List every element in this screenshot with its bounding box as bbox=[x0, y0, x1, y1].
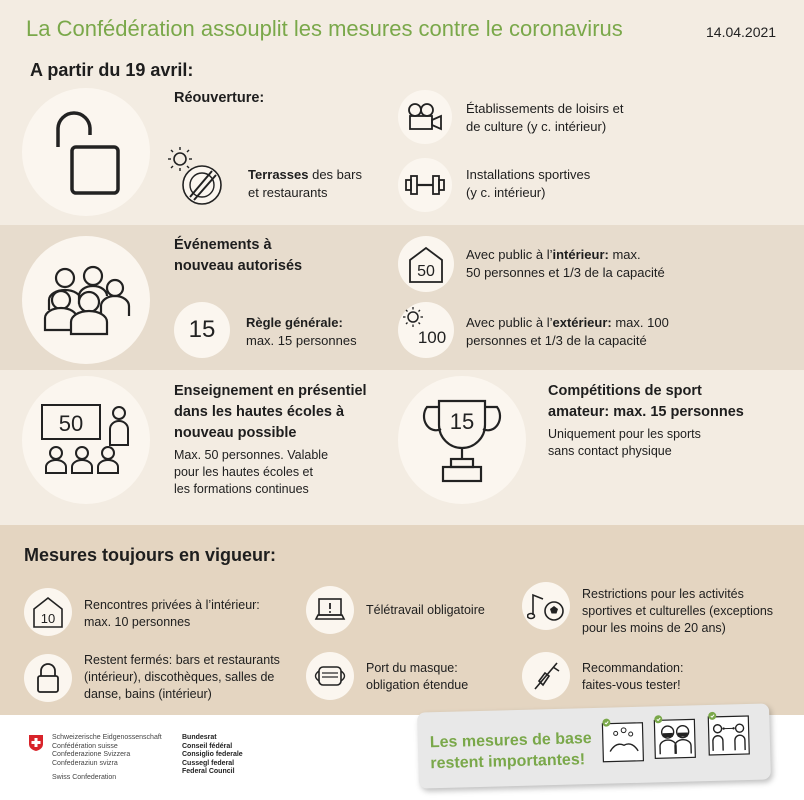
closed-circle bbox=[24, 654, 72, 702]
trophy-number: 15 bbox=[449, 409, 475, 434]
private-circle bbox=[24, 588, 72, 636]
leisure-line2: de culture (y c. intérieur) bbox=[466, 119, 607, 134]
terraces-bold: Terrasses bbox=[248, 167, 309, 182]
events-heading bbox=[174, 235, 302, 277]
private-number: 10 bbox=[40, 611, 56, 626]
education-heading-line3: nouveau possible bbox=[174, 425, 297, 441]
measures-heading: Mesures toujours en vigueur: bbox=[24, 545, 277, 565]
terraces-rest: des bars bbox=[308, 167, 362, 182]
closed-text bbox=[84, 652, 280, 703]
dumbbell-icon bbox=[404, 173, 446, 197]
events-heading-line1: Événements à bbox=[174, 237, 272, 253]
mask-icon bbox=[311, 664, 349, 688]
competitions-text-line2: sans contact physique bbox=[548, 444, 672, 458]
rule-line2: max. 15 personnes bbox=[246, 333, 357, 348]
education-text-line3: les formations continues bbox=[174, 482, 309, 496]
sports-line2: (y c. intérieur) bbox=[466, 185, 546, 200]
film-camera-icon bbox=[406, 102, 444, 132]
rule-number: 15 bbox=[188, 316, 216, 343]
confederation-logo-text bbox=[52, 734, 162, 783]
outdoor-line2: personnes et 1/3 de la capacité bbox=[466, 333, 647, 348]
federal-council-text bbox=[182, 734, 243, 777]
education-text bbox=[174, 447, 328, 498]
sports-circle bbox=[398, 158, 452, 212]
mask-circle bbox=[306, 652, 354, 700]
education-circle bbox=[22, 376, 150, 504]
outdoor-prefix: Avec public à l’ bbox=[466, 315, 553, 330]
council-line1: Bundesrat bbox=[182, 734, 217, 741]
private-line1: Rencontres privées à l’intérieur: bbox=[84, 598, 260, 612]
council-line2: Conseil fédéral bbox=[182, 742, 233, 750]
house-10-icon bbox=[31, 595, 65, 629]
indoor-suffix: max. bbox=[608, 247, 641, 262]
callout-line2: restent importantes! bbox=[430, 751, 586, 773]
mask-line1: Port du masque: bbox=[366, 661, 458, 675]
restrictions-line2: sportives et culturelles (exceptions bbox=[582, 604, 774, 618]
callout-line1: Les mesures de base bbox=[429, 730, 592, 752]
indoor-circle bbox=[398, 236, 454, 292]
competitions-text bbox=[548, 426, 701, 460]
rule-bold: Règle générale: bbox=[246, 315, 343, 330]
music-football-icon bbox=[527, 589, 565, 623]
rule-circle bbox=[174, 302, 230, 358]
restrictions-line1: Restrictions pour les activités bbox=[582, 587, 744, 601]
competitions-heading bbox=[548, 381, 744, 423]
leisure-text bbox=[466, 100, 624, 136]
indoor-bold: intérieur: bbox=[552, 247, 609, 262]
date-label: 14.04.2021 bbox=[706, 24, 777, 40]
restrictions-text bbox=[582, 586, 773, 637]
swiss-flag-icon bbox=[28, 734, 44, 752]
people-group-icon bbox=[41, 264, 131, 336]
sports-line1: Installations sportives bbox=[466, 167, 591, 182]
competitions-circle bbox=[398, 376, 526, 504]
distance-icon bbox=[707, 710, 752, 757]
outdoor-bold: extérieur: bbox=[552, 315, 612, 330]
events-circle bbox=[22, 236, 150, 364]
reopening-circle bbox=[22, 88, 150, 216]
closed-line2: (intérieur), discothèques, salles de bbox=[84, 670, 275, 684]
logo-line4: Confederaziun svizra bbox=[52, 759, 118, 767]
leisure-line1: Établissements de loisirs et bbox=[466, 101, 624, 116]
sun-100-icon bbox=[401, 305, 451, 355]
sports-text bbox=[466, 166, 590, 202]
outdoor-text bbox=[466, 314, 669, 350]
test-text bbox=[582, 660, 683, 694]
telework-text: Télétravail obligatoire bbox=[366, 603, 485, 617]
council-line4: Cussegl federal bbox=[182, 759, 235, 767]
test-line1: Recommandation: bbox=[582, 661, 684, 675]
mask-text bbox=[366, 660, 468, 694]
logo-line3: Confederazione Svizzera bbox=[52, 751, 131, 758]
education-text-line2: pour les hautes écoles et bbox=[174, 465, 313, 479]
section-subtitle: A partir du 19 avril: bbox=[30, 60, 194, 80]
leisure-circle bbox=[398, 90, 452, 144]
telework-circle bbox=[306, 586, 354, 634]
basic-measures-callout bbox=[417, 703, 771, 788]
padlock-closed-icon bbox=[35, 662, 61, 694]
callout-text bbox=[430, 728, 593, 774]
council-line3: Consiglio federale bbox=[182, 751, 243, 758]
padlock-open-icon bbox=[46, 107, 126, 197]
competitions-heading-line2: amateur: max. 15 personnes bbox=[548, 404, 744, 420]
outdoor-number: 100 bbox=[417, 328, 447, 347]
education-heading-line2: dans les hautes écoles à bbox=[174, 404, 345, 420]
closed-line1: Restent fermés: bars et restaurants bbox=[84, 653, 280, 667]
outdoor-suffix: max. 100 bbox=[611, 315, 669, 330]
competitions-heading-line1: Compétitions de sport bbox=[548, 383, 702, 399]
test-line2: faites-vous tester! bbox=[582, 678, 681, 692]
education-heading bbox=[174, 381, 367, 444]
test-swab-icon bbox=[529, 659, 563, 693]
competitions-text-line1: Uniquement pour les sports bbox=[548, 427, 701, 441]
terraces-line2: et restaurants bbox=[248, 185, 328, 200]
indoor-line2: 50 personnes et 1/3 de la capacité bbox=[466, 265, 665, 280]
logo-line1: Schweizerische Eidgenossenschaft bbox=[52, 734, 162, 741]
rule-text bbox=[246, 314, 357, 350]
private-text bbox=[84, 597, 260, 631]
mask-line2: obligation étendue bbox=[366, 678, 469, 692]
test-circle bbox=[522, 652, 570, 700]
mask-people-icon bbox=[653, 713, 698, 760]
indoor-prefix: Avec public à l’ bbox=[466, 247, 553, 262]
council-line5: Federal Council bbox=[182, 768, 235, 775]
indoor-text bbox=[466, 246, 665, 282]
page-title: La Confédération assouplit les mesures contre le coronavirus bbox=[26, 16, 623, 41]
terrace-sun-plate-icon bbox=[166, 145, 228, 205]
trophy-icon bbox=[419, 395, 505, 485]
terraces-text bbox=[248, 166, 362, 202]
restrictions-line3: pour les moins de 20 ans) bbox=[582, 621, 726, 635]
house-50-icon bbox=[406, 244, 446, 284]
logo-line5: Swiss Confederation bbox=[52, 774, 117, 781]
indoor-number: 50 bbox=[417, 263, 435, 280]
private-line2: max. 10 personnes bbox=[84, 615, 191, 629]
reopening-heading: Réouverture: bbox=[174, 90, 265, 106]
hand-washing-icon bbox=[601, 717, 646, 764]
classroom-icon bbox=[36, 401, 136, 479]
education-text-line1: Max. 50 personnes. Valable bbox=[174, 448, 329, 462]
closed-line3: danse, bains (intérieur) bbox=[84, 687, 212, 701]
outdoor-circle bbox=[398, 302, 454, 358]
laptop-icon bbox=[314, 597, 346, 623]
events-heading-line2: nouveau autorisés bbox=[174, 258, 303, 274]
education-heading-line1: Enseignement en présentiel bbox=[174, 383, 367, 399]
logo-line2: Confédération suisse bbox=[52, 742, 118, 750]
restrictions-circle bbox=[522, 582, 570, 630]
board-number: 50 bbox=[58, 411, 84, 436]
